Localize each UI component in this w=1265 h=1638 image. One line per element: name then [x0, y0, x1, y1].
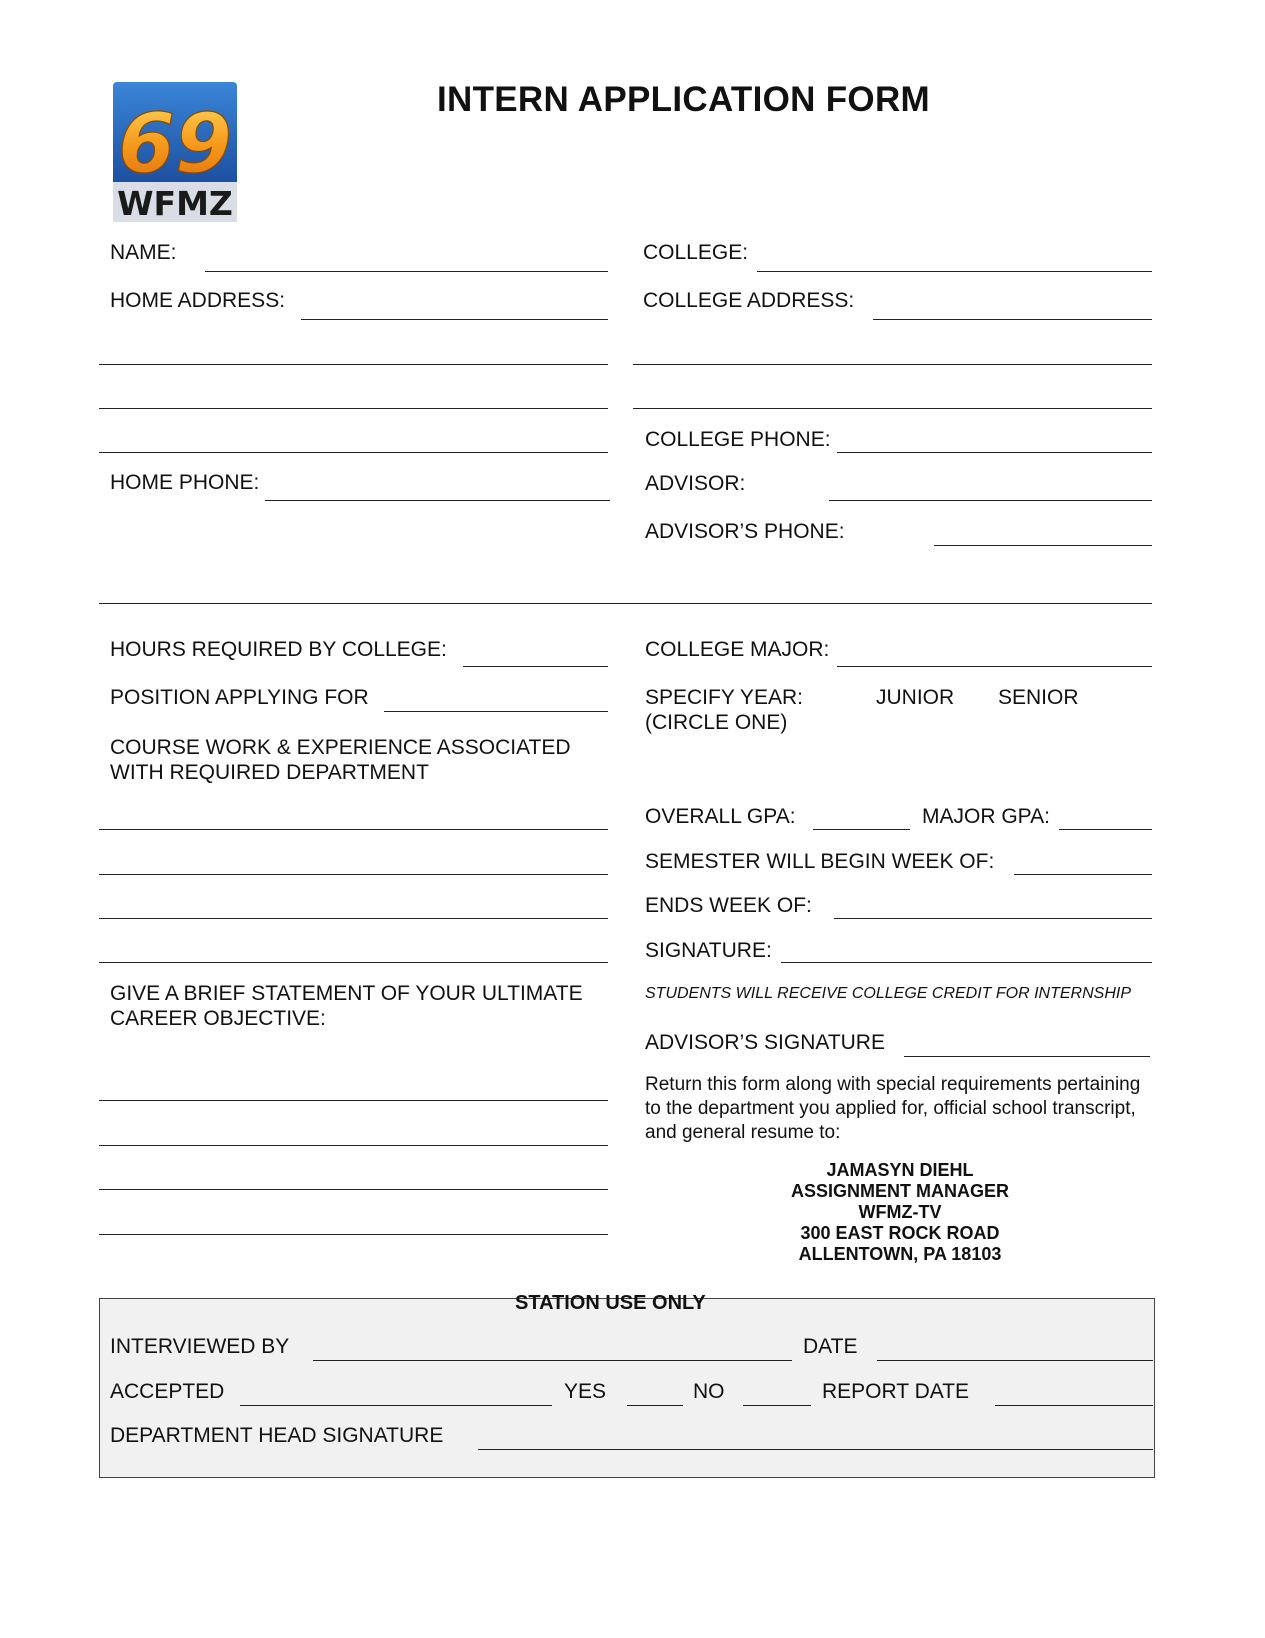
college-address-field[interactable]	[873, 319, 1152, 320]
statement-field-line3[interactable]	[99, 1189, 608, 1190]
dept-head-signature-label: DEPARTMENT HEAD SIGNATURE	[110, 1424, 444, 1447]
ends-week-field[interactable]	[834, 918, 1152, 919]
advisor-signature-label: ADVISOR’S SIGNATURE	[645, 1031, 885, 1054]
senior-option[interactable]: SENIOR	[998, 686, 1079, 709]
home-address-field-line2[interactable]	[99, 364, 608, 365]
yes-field[interactable]	[627, 1405, 683, 1406]
station-use-heading: STATION USE ONLY	[515, 1292, 706, 1314]
form-title: INTERN APPLICATION FORM	[437, 80, 930, 119]
college-phone-field[interactable]	[837, 452, 1152, 453]
coursework-field-line2[interactable]	[99, 874, 608, 875]
no-field[interactable]	[743, 1405, 811, 1406]
semester-begin-field[interactable]	[1014, 874, 1152, 875]
position-field[interactable]	[384, 711, 608, 712]
address-line: WFMZ-TV	[858, 1202, 942, 1222]
accepted-field[interactable]	[240, 1405, 552, 1406]
report-date-label: REPORT DATE	[822, 1380, 970, 1403]
college-address-field-line2[interactable]	[633, 364, 1152, 365]
advisor-signature-field[interactable]	[904, 1056, 1150, 1057]
wfmz-logo	[113, 82, 237, 222]
no-label: NO	[693, 1380, 725, 1403]
interviewed-by-label: INTERVIEWED BY	[110, 1335, 290, 1358]
dept-head-signature-field[interactable]	[478, 1449, 1153, 1450]
home-address-field-line4[interactable]	[99, 452, 608, 453]
home-phone-field[interactable]	[265, 500, 610, 501]
mailing-address	[735, 1160, 1065, 1265]
coursework-field-line4[interactable]	[99, 962, 608, 963]
name-field[interactable]	[205, 271, 608, 272]
statement-field-line1[interactable]	[99, 1100, 608, 1101]
home-phone-label: HOME PHONE:	[110, 471, 260, 494]
college-address-label: COLLEGE ADDRESS:	[643, 289, 855, 312]
credit-note: STUDENTS WILL RECEIVE COLLEGE CREDIT FOR INTERNSHIP	[645, 985, 1132, 1002]
ends-week-label: ENDS WEEK OF:	[645, 894, 812, 917]
junior-option[interactable]: JUNIOR	[876, 686, 955, 709]
address-line: JAMASYN DIEHL	[826, 1160, 974, 1180]
date-label: DATE	[803, 1335, 858, 1358]
signature-label: SIGNATURE:	[645, 939, 772, 962]
college-field[interactable]	[757, 271, 1152, 272]
college-phone-label: COLLEGE PHONE:	[645, 428, 831, 451]
specify-year-label: SPECIFY YEAR:	[645, 686, 803, 709]
home-address-label: HOME ADDRESS:	[110, 289, 286, 312]
overall-gpa-label: OVERALL GPA:	[645, 805, 796, 828]
overall-gpa-field[interactable]	[813, 829, 910, 830]
major-gpa-label: MAJOR GPA:	[922, 805, 1050, 828]
signature-field[interactable]	[781, 962, 1152, 963]
station-use-box	[99, 1298, 1155, 1478]
report-date-field[interactable]	[995, 1405, 1153, 1406]
advisor-label: ADVISOR:	[645, 472, 746, 495]
return-instructions: Return this form along with special requirements pertaining to the department you applied for, official school transcript, and general resume to:	[645, 1074, 1141, 1143]
statement-field-line4[interactable]	[99, 1234, 608, 1235]
coursework-label-line1: COURSE WORK & EXPERIENCE ASSOCIATED	[110, 736, 571, 759]
college-address-field-line3[interactable]	[633, 408, 1152, 409]
accepted-label: ACCEPTED	[110, 1380, 225, 1403]
statement-field-line2[interactable]	[99, 1145, 608, 1146]
statement-label-line2: CAREER OBJECTIVE:	[110, 1007, 326, 1030]
address-line: ASSIGNMENT MANAGER	[790, 1181, 1009, 1201]
hours-required-label: HOURS REQUIRED BY COLLEGE:	[110, 638, 447, 661]
yes-label: YES	[564, 1380, 607, 1403]
logo-call-letters: WFMZ	[117, 184, 233, 222]
name-label: NAME:	[110, 241, 177, 264]
address-line: 300 EAST ROCK ROAD	[800, 1223, 1000, 1243]
interviewed-by-field[interactable]	[313, 1360, 792, 1361]
position-label: POSITION APPLYING FOR	[110, 686, 369, 709]
advisor-phone-field[interactable]	[934, 545, 1152, 546]
statement-label-line1: GIVE A BRIEF STATEMENT OF YOUR ULTIMATE	[110, 982, 583, 1005]
coursework-field-line3[interactable]	[99, 918, 608, 919]
major-gpa-field[interactable]	[1059, 829, 1152, 830]
logo-number: 69	[117, 97, 233, 192]
home-address-field-line3[interactable]	[99, 408, 608, 409]
date-field[interactable]	[877, 1360, 1153, 1361]
section-divider	[99, 603, 1152, 604]
address-line: ALLENTOWN, PA 18103	[798, 1244, 1002, 1264]
advisor-field[interactable]	[829, 500, 1152, 501]
home-address-field[interactable]	[301, 319, 608, 320]
coursework-label-line2: WITH REQUIRED DEPARTMENT	[110, 761, 429, 784]
coursework-field-line1[interactable]	[99, 829, 608, 830]
semester-begin-label: SEMESTER WILL BEGIN WEEK OF:	[645, 850, 995, 873]
college-label: COLLEGE:	[643, 241, 749, 264]
advisor-phone-label: ADVISOR’S PHONE:	[645, 520, 845, 543]
circle-one-label: (CIRCLE ONE)	[645, 711, 788, 734]
college-major-label: COLLEGE MAJOR:	[645, 638, 830, 661]
college-major-field[interactable]	[837, 666, 1152, 667]
hours-required-field[interactable]	[463, 666, 608, 667]
